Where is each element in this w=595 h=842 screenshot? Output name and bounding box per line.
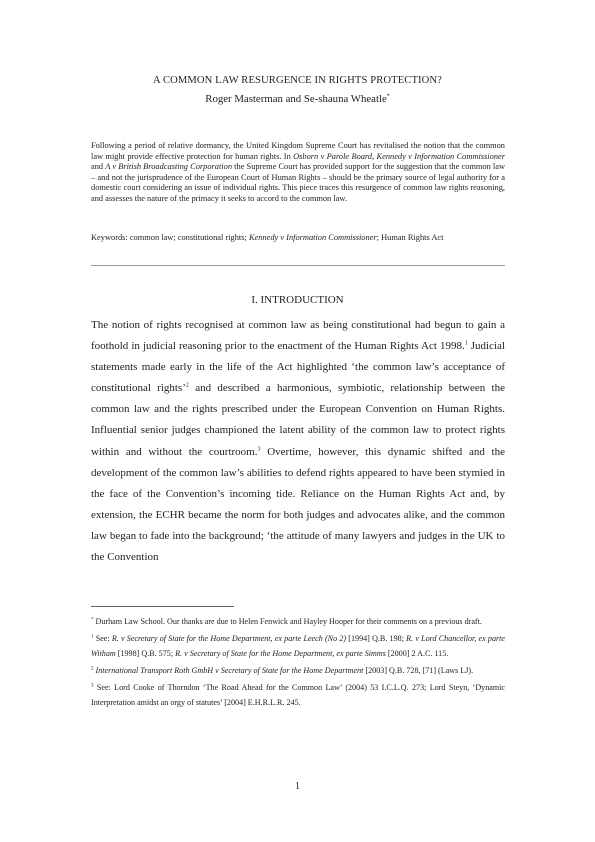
footnote-2 [91, 663, 505, 678]
footnote-ref[interactable]: 1 [464, 340, 468, 347]
case-name: Osborn v Parole Board [293, 151, 373, 161]
author-footnote-mark: * [386, 93, 390, 100]
body-text: Judicial statements made early in the life of the Act highlighted ‘the common law’s acceptance of constitutional rights’ [91, 340, 505, 395]
footnote-text: [1998] Q.B. 575; [115, 649, 176, 658]
footnote-star [91, 614, 505, 629]
footnote-text: [2003] Q.B. 728, [71] (Laws LJ). [363, 666, 474, 675]
keywords-text: Keywords: common law; constitutional rights; [91, 233, 249, 242]
page-number: 1 [295, 781, 300, 792]
keywords [91, 233, 505, 244]
footnote-mark: * [91, 617, 94, 623]
case-name: Kennedy v Information Commissioner [376, 151, 505, 161]
author-names: Roger Masterman and Se-shauna Wheatle [205, 93, 387, 105]
footnotes [91, 614, 505, 712]
footnote-3 [91, 680, 505, 710]
footnote-mark: 2 [91, 666, 94, 672]
case-name: A v British Broadcasting Corporation [105, 162, 233, 172]
body-text: Overtime, however, this dynamic shifted and the development of the common law’s abilities to defend rights appeared to have been stymied in the face of the Convention’s incoming tide. Reliance on the Human Rights Act and, by extension, the ECHR became the norm for both judges and advocates alike, and the common law began to fade into the background; ‘the attitude of many lawyers and judges in the UK to the Convention [91, 445, 505, 564]
footnote-text: [2000] 2 A.C. 115. [385, 649, 449, 658]
footnote-mark: 1 [91, 634, 94, 640]
body-text: The notion of rights recognised at common law as being constitutional had begun to gain a foothold in judicial reasoning prior to the enactment of the Human Rights Act 1998. [91, 319, 505, 353]
paper-title: A COMMON LAW RESURGENCE IN RIGHTS PROTECTION? [153, 75, 442, 86]
footnote-rule [91, 606, 234, 607]
case-name: R. v Secretary of State for the Home Department, ex parte Simms [175, 649, 386, 658]
abstract [91, 141, 505, 205]
case-name: R. v Secretary of State for the Home Department, ex parte Leech (No 2) [111, 634, 347, 643]
abstract-text: the Supreme Court has provided support for the suggestion that the common law – and not the jurisprudence of the European Court of Human Rights – should be the primary source of legal authority for a domestic court considering an issue of individual rights. This piece traces this resurgence of common law rights reasoning, and assesses the nature of the primacy it seeks to accord to the common law. [91, 162, 506, 203]
footnote-text: See: [93, 634, 112, 643]
footnote-1 [91, 631, 505, 661]
footnote-text: [1994] Q.B. 198; [346, 634, 407, 643]
case-name: Kennedy v Information Commissioner [248, 233, 377, 242]
footnote-text: Durham Law School. Our thanks are due to Helen Fenwick and Hayley Hooper for their comments on a previous draft. [93, 617, 482, 626]
authors-line [0, 93, 595, 105]
abstract-text: , [372, 151, 377, 161]
case-name: International Transport Roth GmbH v Secretary of State for the Home Department [95, 666, 364, 675]
abstract-text: and [91, 162, 106, 172]
footnote-text: See: Lord Cooke of Thorndon ‘The Road Ahead for the Common Law’ (2004) 53 I.C.L.Q. 273; Lord Steyn, ‘Dynamic Interpretation amidst an orgy of statutes’ [2004] E.H.R.L.R. 245. [91, 683, 505, 707]
keywords-text: ; Human Rights Act [376, 233, 444, 242]
section-divider [91, 265, 505, 266]
section-heading: I. INTRODUCTION [251, 294, 344, 306]
case-name: R. v Lord Chancellor, ex parte Witham [91, 634, 505, 658]
abstract-text: Following a period of relative dormancy, the United Kingdom Supreme Court has revitalised the notion that the common law might provide effective protection for human rights. In [91, 141, 505, 161]
footnote-mark: 3 [91, 683, 94, 689]
body-text: and described a harmonious, symbiotic, relationship between the common law and the rights prescribed under the European Convention on Human Rights. Influential senior judges championed the latent ability of the common law to protect rights within and without the courtroom. [91, 382, 505, 458]
body-paragraph [91, 315, 505, 568]
footnote-ref[interactable]: 3 [257, 445, 261, 452]
footnote-ref[interactable]: 2 [185, 382, 189, 389]
